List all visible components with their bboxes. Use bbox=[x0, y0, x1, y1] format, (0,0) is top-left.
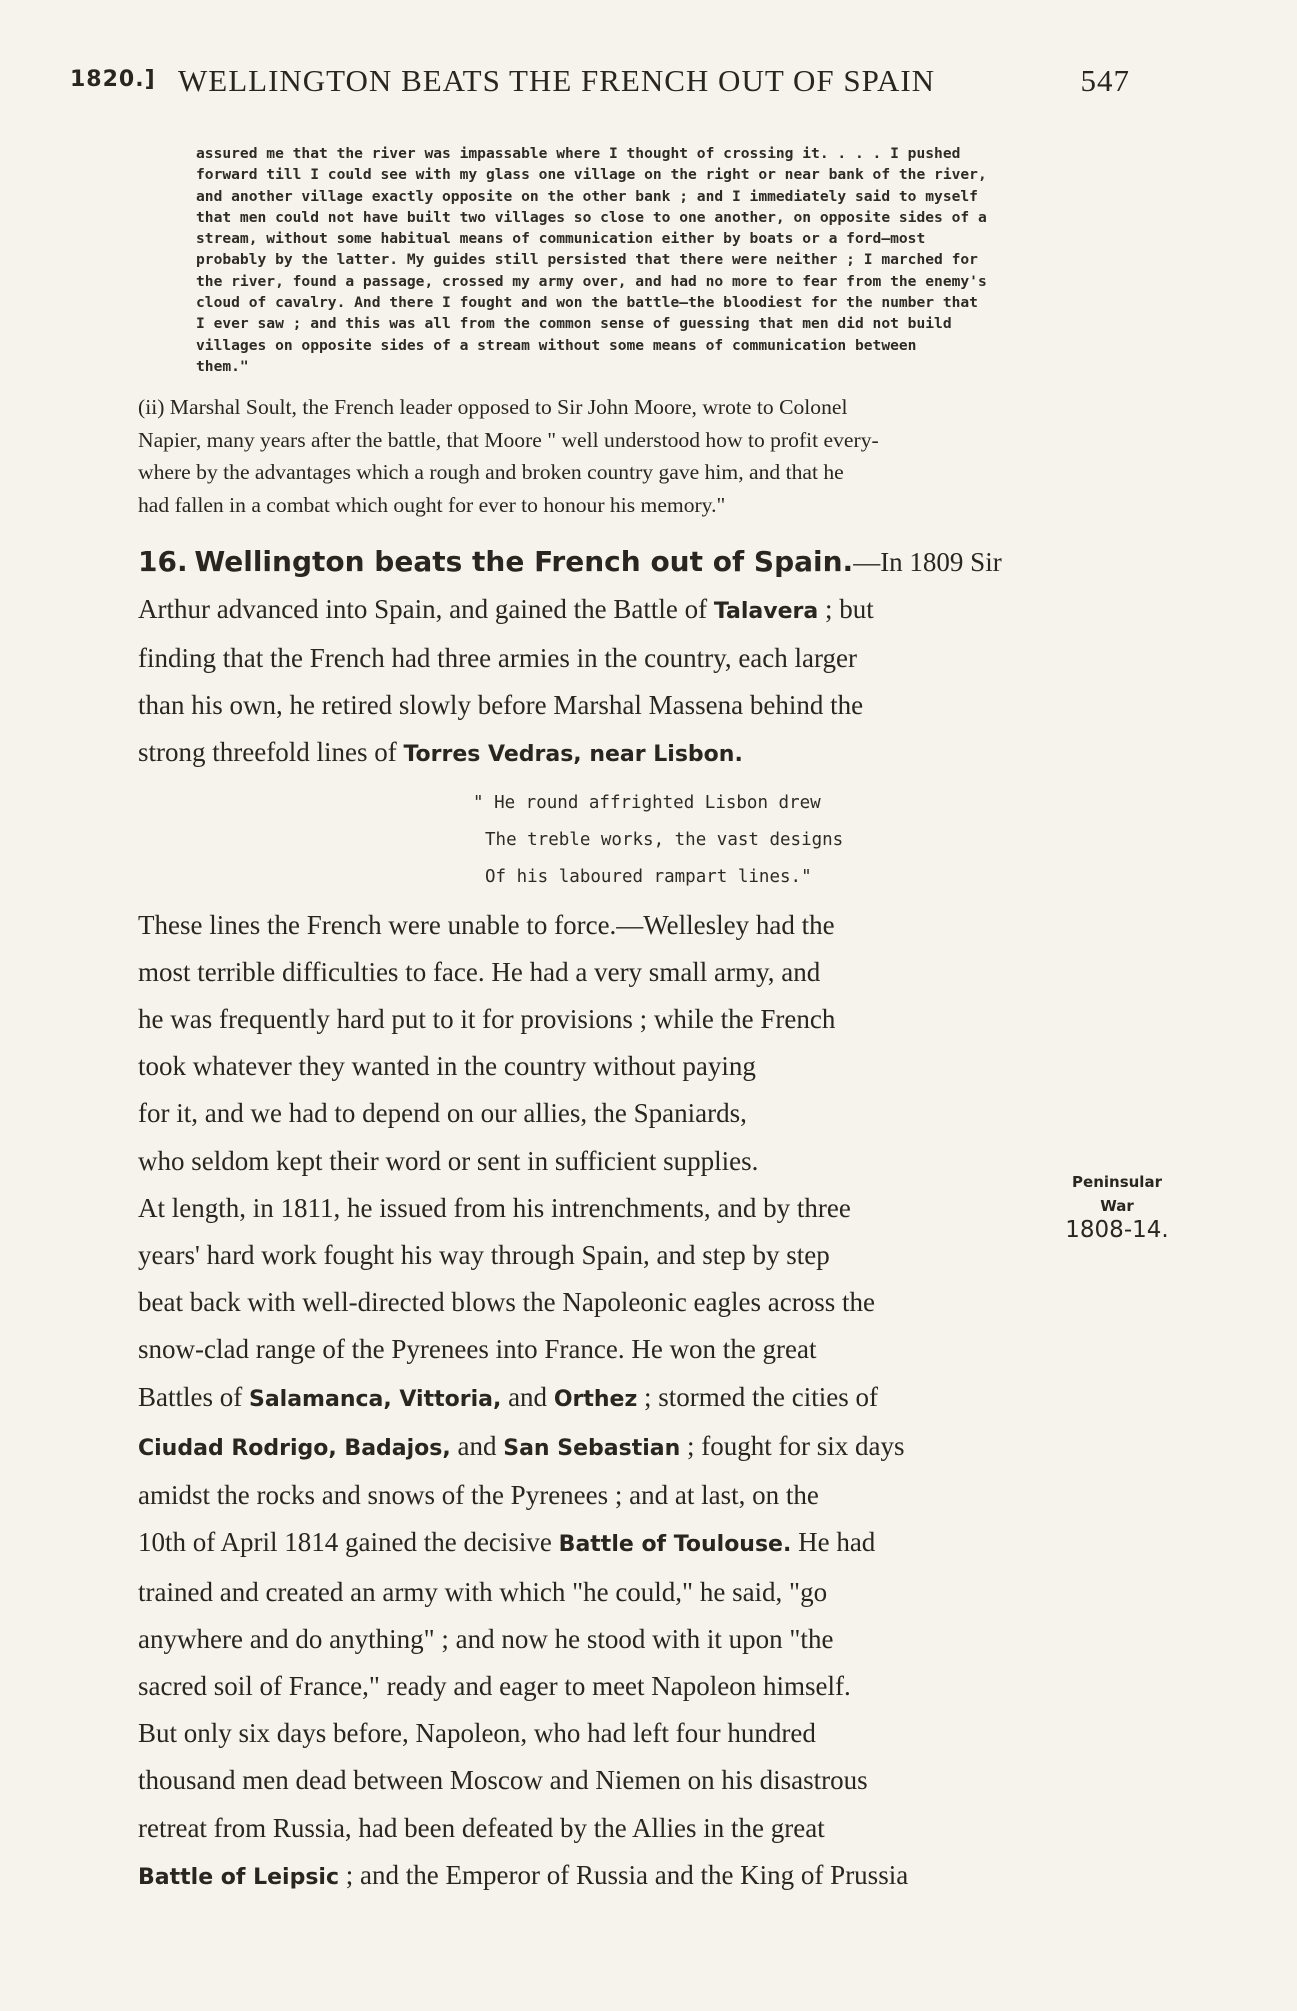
place-torres-vedras: Torres Vedras, near Lisbon. bbox=[403, 742, 743, 768]
para-line: anywhere and do anything" ; and now he stood with it upon "the bbox=[138, 1623, 834, 1654]
para-line: than his own, he retired slowly before Marshal Massena behind the bbox=[138, 690, 864, 721]
para-line: took whatever they wanted in the country without paying bbox=[138, 1051, 756, 1082]
para-line: finding that the French had three armies in the country, each larger bbox=[138, 643, 857, 674]
place-orthez: Orthez bbox=[553, 1386, 638, 1412]
quote-line: villages on opposite sides of a stream without some means of communication between bbox=[196, 336, 917, 354]
header-year: 1820.] bbox=[70, 67, 156, 92]
para-text: ; and the Emperor of Russia and the King of Prussia bbox=[339, 1859, 909, 1890]
para-text: and bbox=[450, 1430, 504, 1461]
para-text: ; fought for six days bbox=[680, 1430, 905, 1461]
place-san-sebastian: San Sebastian bbox=[503, 1435, 681, 1461]
para-line bbox=[138, 586, 1138, 635]
note-line: (ii) Marshal Soult, the French leader opposed to Sir John Moore, wrote to Colonel bbox=[138, 395, 848, 420]
place-leipsic: Battle of Leipsic bbox=[138, 1864, 340, 1890]
para-line: snow-clad range of the Pyrenees into France. He won the great bbox=[138, 1334, 817, 1365]
para-text: He had bbox=[791, 1527, 876, 1558]
place-ciudad-rodrigo-badajos: Ciudad Rodrigo, Badajos, bbox=[138, 1435, 451, 1461]
para-text: and bbox=[501, 1381, 554, 1412]
verse-quote bbox=[473, 785, 1138, 896]
paragraph-2 bbox=[138, 902, 1138, 1901]
quote-line: probably by the latter. My guides still persisted that there were neither ; I marched for bbox=[196, 251, 978, 269]
quotation-block bbox=[196, 143, 1131, 377]
para-text: ; but bbox=[818, 593, 874, 624]
para-line: retreat from Russia, had been defeated by the Allies in the great bbox=[138, 1812, 825, 1843]
note-line: Napier, many years after the battle, that Moore " well understood how to profit every- bbox=[138, 427, 879, 452]
place-salamanca-vittoria: Salamanca, Vittoria, bbox=[248, 1386, 502, 1412]
quote-line: forward till I could see with my glass one village on the right or near bank of the river, bbox=[196, 166, 987, 184]
para-line: At length, in 1811, he issued from his intrenchments, and by three bbox=[138, 1192, 851, 1223]
para-line: who seldom kept their word or sent in sufficient supplies. bbox=[138, 1145, 759, 1176]
margin-note-line2: War bbox=[1100, 1197, 1134, 1215]
para-line: But only six days before, Napoleon, who had left four hundred bbox=[138, 1718, 816, 1749]
para-line bbox=[138, 729, 1138, 778]
section-title: Wellington beats the French out of Spain. bbox=[194, 544, 854, 578]
quote-line: that men could not have built two villages so close to one another, on opposite sides of a bbox=[196, 208, 987, 226]
para-line: These lines the French were unable to force.—Wellesley had the bbox=[138, 909, 835, 940]
para-line bbox=[138, 1519, 1138, 1568]
section-heading-line bbox=[138, 538, 1138, 586]
quote-line: them." bbox=[196, 357, 249, 375]
quote-line: assured me that the river was impassable where I thought of crossing it. . . . I pushed bbox=[196, 145, 961, 162]
section-number: 16. bbox=[138, 544, 188, 578]
note-line: had fallen in a combat which ought for ever to honour his memory." bbox=[138, 493, 726, 518]
para-line: beat back with well-directed blows the Napoleonic eagles across the bbox=[138, 1287, 875, 1318]
para-text: ; stormed the cities of bbox=[637, 1381, 878, 1412]
verse-line: The treble works, the vast designs bbox=[485, 829, 844, 850]
para-line: most terrible difficulties to face. He had a very small army, and bbox=[138, 956, 821, 987]
quote-line: cloud of cavalry. And there I fought and won the battle—the bloodiest for the number that bbox=[196, 294, 978, 312]
place-toulouse: Battle of Toulouse. bbox=[558, 1532, 792, 1558]
para-line: he was frequently hard put to it for provisions ; while the French bbox=[138, 1004, 836, 1035]
footnote-soult bbox=[138, 391, 1131, 521]
para-text: strong threefold lines of bbox=[138, 737, 404, 768]
page-header bbox=[70, 55, 1130, 115]
para-text: Arthur advanced into Spain, and gained the Battle of bbox=[138, 593, 714, 624]
verse-line: Of his laboured rampart lines." bbox=[485, 866, 812, 887]
para-line bbox=[138, 1374, 1138, 1423]
section-16 bbox=[138, 538, 1138, 1901]
para-line bbox=[138, 1852, 1138, 1901]
para-line: trained and created an army with which "he could," he said, "go bbox=[138, 1576, 828, 1607]
quote-line: stream, without some habitual means of communication either by boats or a ford—most bbox=[196, 230, 926, 248]
quote-line: I ever saw ; and this was all from the common sense of guessing that men did not build bbox=[196, 315, 952, 333]
place-talavera: Talavera bbox=[713, 598, 819, 624]
quote-line: and another village exactly opposite on the other bank ; and I immediately said to myself bbox=[196, 187, 978, 205]
note-line: where by the advantages which a rough and broken country gave him, and that he bbox=[138, 460, 844, 485]
para-line: thousand men dead between Moscow and Niemen on his disastrous bbox=[138, 1765, 868, 1796]
quote-line: the river, found a passage, crossed my army over, and had no more to fear from the enemy's bbox=[196, 272, 987, 290]
para-line: for it, and we had to depend on our allies, the Spaniards, bbox=[138, 1098, 747, 1129]
margin-note bbox=[1042, 1173, 1192, 1243]
para-line bbox=[138, 1423, 1138, 1472]
book-page bbox=[70, 55, 1169, 1995]
verse-line: " He round affrighted Lisbon drew bbox=[473, 792, 821, 813]
margin-note-dates: 1808-14. bbox=[1065, 1217, 1169, 1243]
page-number: 547 bbox=[1080, 63, 1130, 98]
para-line: years' hard work fought his way through Spain, and step by step bbox=[138, 1240, 830, 1271]
para-line: sacred soil of France," ready and eager to meet Napoleon himself. bbox=[138, 1670, 851, 1701]
para-text: —In 1809 Sir bbox=[853, 546, 1002, 577]
running-title: WELLINGTON BEATS THE FRENCH OUT OF SPAIN bbox=[178, 63, 936, 98]
para-text: 10th of April 1814 gained the decisive bbox=[138, 1527, 559, 1558]
para-line: amidst the rocks and snows of the Pyrenees ; and at last, on the bbox=[138, 1480, 819, 1511]
margin-note-line1: Peninsular bbox=[1072, 1173, 1162, 1191]
para-text: Battles of bbox=[138, 1381, 249, 1412]
